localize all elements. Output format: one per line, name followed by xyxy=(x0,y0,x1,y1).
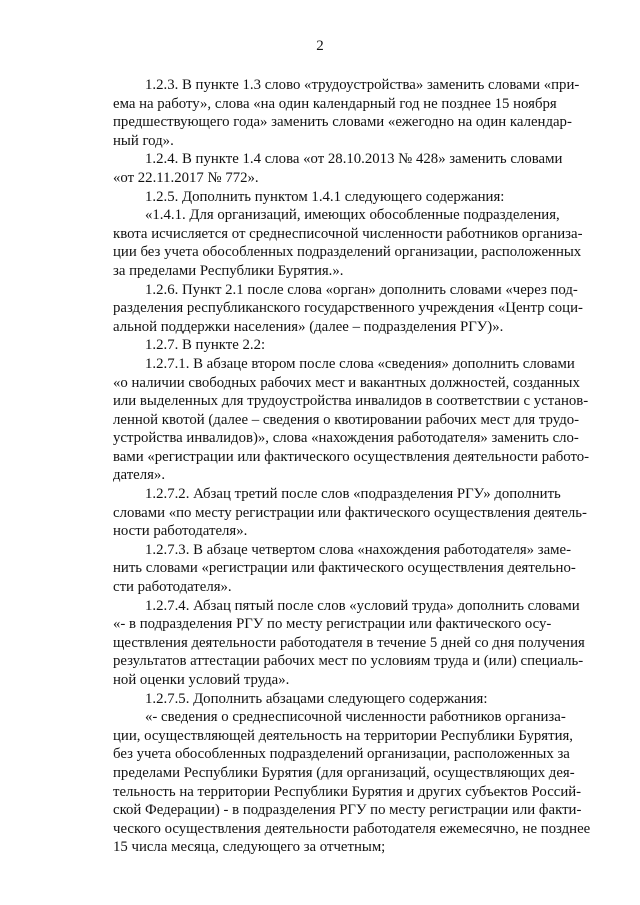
text-line: 1.2.4. В пункте 1.4 слова «от 28.10.2013 № 428» заменить словами xyxy=(145,151,563,168)
text-line: ности работодателя». xyxy=(113,523,248,540)
text-line: 1.2.5. Дополнить пунктом 1.4.1 следующего содержания: xyxy=(145,188,505,205)
text-line: 1.2.7.4. Абзац пятый после слов «условий труда» дополнить словами xyxy=(145,597,580,614)
paragraph-svedeniya xyxy=(113,708,591,857)
paragraph-1-2-7-1 xyxy=(113,355,590,485)
text-line: 15 числа месяца, следующего за отчетным; xyxy=(113,839,386,856)
text-line: 1.2.7.1. В абзаце втором после слова «сведения» дополнить словами xyxy=(145,355,575,372)
text-line: «1.4.1. Для организаций, имеющих обособленные подразделения, xyxy=(145,207,560,224)
text-line: нить словами «регистрации или фактического осуществления деятельно- xyxy=(113,560,576,577)
paragraph-1-2-3 xyxy=(113,76,580,150)
text-line: ной оценки условий труда». xyxy=(113,672,290,688)
text-line: ской Федерации) - в подразделения РГУ по месту регистрации или факти- xyxy=(113,802,582,819)
paragraph-1-2-7-5 xyxy=(113,690,530,709)
text-line: без учета обособленных подразделений организации, расположенных за xyxy=(113,746,570,763)
text-line: ема на работу», слова «на один календарный год не позднее 15 ноября xyxy=(113,95,557,112)
text-line: 1.2.6. Пункт 2.1 после слова «орган» дополнить словами «через под- xyxy=(145,281,578,298)
text-line: 1.2.7.2. Абзац третий после слов «подразделения РГУ» дополнить xyxy=(145,486,561,503)
paragraph-1-2-7-4 xyxy=(113,597,585,690)
text-line: вами «регистрации или фактического осуществления деятельности работо- xyxy=(113,448,590,465)
text-line: 1.2.7.5. Дополнить абзацами следующего содержания: xyxy=(145,690,488,707)
text-line: предшествующего года» заменить словами «ежегодно на один календар- xyxy=(113,114,572,131)
paragraph-1-4-1 xyxy=(113,206,583,280)
text-line: ческого осуществления деятельности работодателя ежемесячно, не позднее xyxy=(113,820,591,837)
paragraph-1-2-5 xyxy=(113,188,530,207)
text-line: результатов аттестации рабочих мест по условиям труда и (или) специаль- xyxy=(113,653,584,670)
text-line: сти работодателя». xyxy=(113,579,232,596)
document-body xyxy=(113,76,591,857)
paragraph-1-2-7 xyxy=(113,336,530,355)
text-line: пределами Республики Бурятия (для организаций, осуществляющих дея- xyxy=(113,764,575,781)
text-line: «от 22.11.2017 № 772». xyxy=(113,169,259,186)
text-line: ленной квотой (далее – сведения о квотировании рабочих мест для трудо- xyxy=(113,411,580,428)
text-line: 1.2.7. В пункте 2.2: xyxy=(145,337,266,354)
text-line: ный год». xyxy=(113,132,174,149)
text-line: словами «по месту регистрации или фактического осуществления деятель- xyxy=(113,504,587,521)
text-line: ции без учета обособленных подразделений организации, расположенных xyxy=(113,244,582,261)
text-line: 1.2.7.3. В абзаце четвертом слова «нахождения работодателя» заме- xyxy=(145,541,572,558)
paragraph-1-2-7-3 xyxy=(113,541,576,597)
text-line: разделения республиканского государственного учреждения «Центр соци- xyxy=(113,300,583,317)
text-line: ществления деятельности работодателя в течение 5 дней со дня получения xyxy=(113,634,585,651)
text-line: ции, осуществляющей деятельность на территории Республики Бурятия, xyxy=(113,727,573,744)
text-line: 1.2.3. В пункте 1.3 слово «трудоустройства» заменить словами «при- xyxy=(145,77,580,93)
text-line: устройства инвалидов)», слова «нахождения работодателя» заменить сло- xyxy=(113,430,579,447)
text-line: или выделенных для трудоустройства инвалидов в соответствии с установ- xyxy=(113,393,589,410)
text-line: «о наличии свободных рабочих мест и вакантных должностей, созданных xyxy=(113,374,580,391)
text-line: тельность на территории Республики Бурятия и других субъектов Россий- xyxy=(113,783,582,800)
text-line: «- в подразделения РГУ по месту регистрации или фактического осу- xyxy=(113,616,552,633)
text-line: квота исчисляется от среднесписочной численности работников организа- xyxy=(113,225,583,242)
text-line: дателя». xyxy=(113,467,166,484)
paragraph-1-2-6 xyxy=(113,281,583,337)
text-line: альной поддержки населения» (далее – подразделения РГУ)». xyxy=(113,318,504,335)
text-line: за пределами Республики Бурятия.». xyxy=(113,262,344,279)
paragraph-1-2-4 xyxy=(113,150,563,187)
paragraph-1-2-7-2 xyxy=(113,485,587,541)
text-line: «- сведения о среднесписочной численности работников организа- xyxy=(145,709,566,726)
page-number: 2 xyxy=(316,38,324,54)
